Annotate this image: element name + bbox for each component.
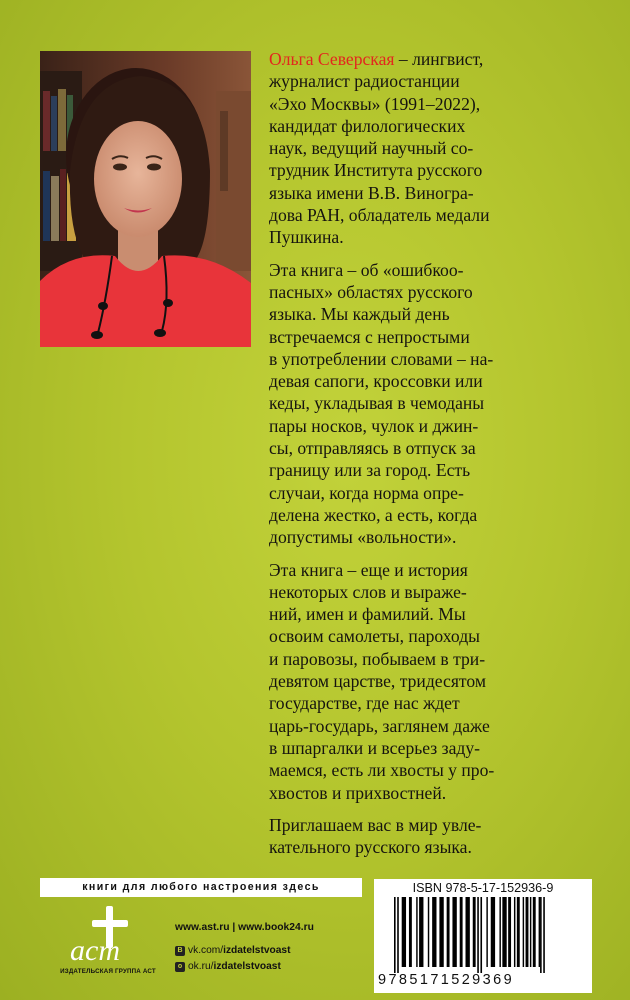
blurb-line: пары носков, чулок и джин- [269, 415, 479, 436]
barcode-bar [466, 897, 470, 967]
barcode-bar [517, 897, 520, 967]
barcode-bar [416, 897, 417, 967]
barcode-bar [447, 897, 450, 967]
barcode-bar [486, 897, 487, 967]
blurb-line: маемся, есть ли хвосты у про- [269, 760, 495, 781]
barcode-bar [530, 897, 531, 967]
ok-prefix: ok.ru/ [188, 961, 214, 972]
ast-logo-text: аст [70, 934, 120, 967]
blurb-line: хвостов и прихвостней. [269, 782, 447, 803]
invitation-paragraph [269, 814, 564, 859]
back-cover-blurb [269, 48, 564, 868]
blurb-line: государстве, где нас ждет [269, 693, 460, 714]
blurb-line: освоим самолеты, пароходы [269, 626, 480, 647]
blurb-line: и паровозы, побываем в три- [269, 648, 486, 669]
author-bio [269, 48, 564, 249]
publisher-name: ИЗДАТЕЛЬСКАЯ ГРУППА АСТ [60, 968, 156, 975]
blurb-line: Ольга Северская – лингвист, [269, 49, 484, 69]
barcode-guard-bar [543, 897, 545, 973]
blurb-line: ний, имен и фамилий. Мы [269, 604, 466, 625]
blurb-line: Эта книга – об «ошибкоо- [269, 259, 464, 280]
ok-handle: izdatelstvoast [213, 961, 281, 972]
blurb-line: «Эхо Москвы» (1991–2022), [269, 93, 481, 114]
blurb-line: языка. Мы каждый день [269, 304, 450, 325]
blurb-line: Пушкина. [269, 227, 344, 248]
blurb-line: журналист радиостанции [269, 71, 460, 92]
vk-icon: В [175, 946, 185, 956]
barcode-guard-bar [477, 897, 479, 973]
blurb-line: делена жестко, а есть, когда [269, 504, 478, 525]
barcode-bar [432, 897, 436, 967]
blurb-line: границу или за город. Есть [269, 460, 471, 481]
vk-handle: izdatelstvoast [223, 945, 291, 956]
barcode-bar [499, 897, 500, 967]
blurb-line: некоторых слов и выраже- [269, 581, 467, 602]
blurb-line: сы, отправляясь в отпуск за [269, 438, 476, 459]
blurb-line: дова РАН, обладатель медали [269, 205, 490, 226]
blurb-line: в шпаргалки и всерьез заду- [269, 737, 481, 758]
author-name: Ольга Северская [269, 49, 395, 69]
blurb-line: царь-государь, заглянем даже [269, 715, 490, 736]
blurb-line: кательного русского языка. [269, 837, 472, 858]
barcode-bar [439, 897, 443, 967]
barcode-bars [392, 897, 576, 973]
ast-logo [62, 904, 146, 968]
blurb-line: наук, ведущий научный со- [269, 138, 474, 159]
blurb-line: языка имени В.В. Виногра- [269, 182, 474, 203]
barcode-bar [508, 897, 511, 967]
blurb-line: трудник Института русского [269, 160, 483, 181]
isbn-barcode [374, 879, 592, 993]
barcode-guard-bar [540, 897, 542, 973]
book-description-paragraph [269, 559, 564, 804]
blurb-line: встречаемся с непростыми [269, 326, 470, 347]
barcode-bar [428, 897, 429, 967]
vk-prefix: vk.com/ [188, 945, 224, 956]
barcode-bar [539, 897, 540, 967]
tagline-banner: книги для любого настроения здесь [40, 878, 362, 897]
author-portrait-image [40, 51, 251, 347]
barcode-bar [402, 897, 406, 967]
blurb-line: в употреблении словами – на- [269, 348, 494, 369]
barcode-guard-bar [397, 897, 399, 973]
blurb-line: девая сапоги, кроссовки или [269, 371, 483, 392]
blurb-line: случаи, когда норма опре- [269, 482, 464, 503]
barcode-bar [502, 897, 506, 967]
blurb-line: пасных» областях русского [269, 281, 473, 302]
barcode-bar [491, 897, 495, 967]
vk-link[interactable] [175, 945, 290, 956]
barcode-bar [523, 897, 524, 967]
barcode-bar [514, 897, 515, 967]
barcode-bar [460, 897, 463, 967]
blurb-line: Эта книга – еще и история [269, 559, 468, 580]
barcode-guard-bar [480, 897, 482, 973]
barcode-bar [419, 897, 423, 967]
blurb-line: кандидат филологических [269, 115, 466, 136]
barcode-bar [409, 897, 412, 967]
publisher-websites[interactable]: www.ast.ru | www.book24.ru [175, 922, 314, 933]
blurb-line: допустимы «вольности». [269, 527, 457, 548]
blurb-line: Приглашаем вас в мир увле- [269, 814, 482, 835]
barcode-bar [526, 897, 529, 967]
isbn-number: ISBN 978-5-17-152936-9 [412, 881, 554, 895]
ok-link[interactable] [175, 961, 281, 972]
barcode-guard-bar [394, 897, 396, 973]
barcode-bar [473, 897, 476, 967]
author-photo [40, 51, 251, 347]
blurb-line: девятом царстве, тридесятом [269, 671, 486, 692]
ok-icon: о [175, 962, 185, 972]
blurb-line: кеды, укладывая в чемоданы [269, 393, 485, 414]
book-description-paragraph [269, 259, 564, 549]
barcode-bar [533, 897, 536, 967]
ean-digits: 9785171529369 [378, 972, 515, 988]
barcode-bar [452, 897, 456, 967]
